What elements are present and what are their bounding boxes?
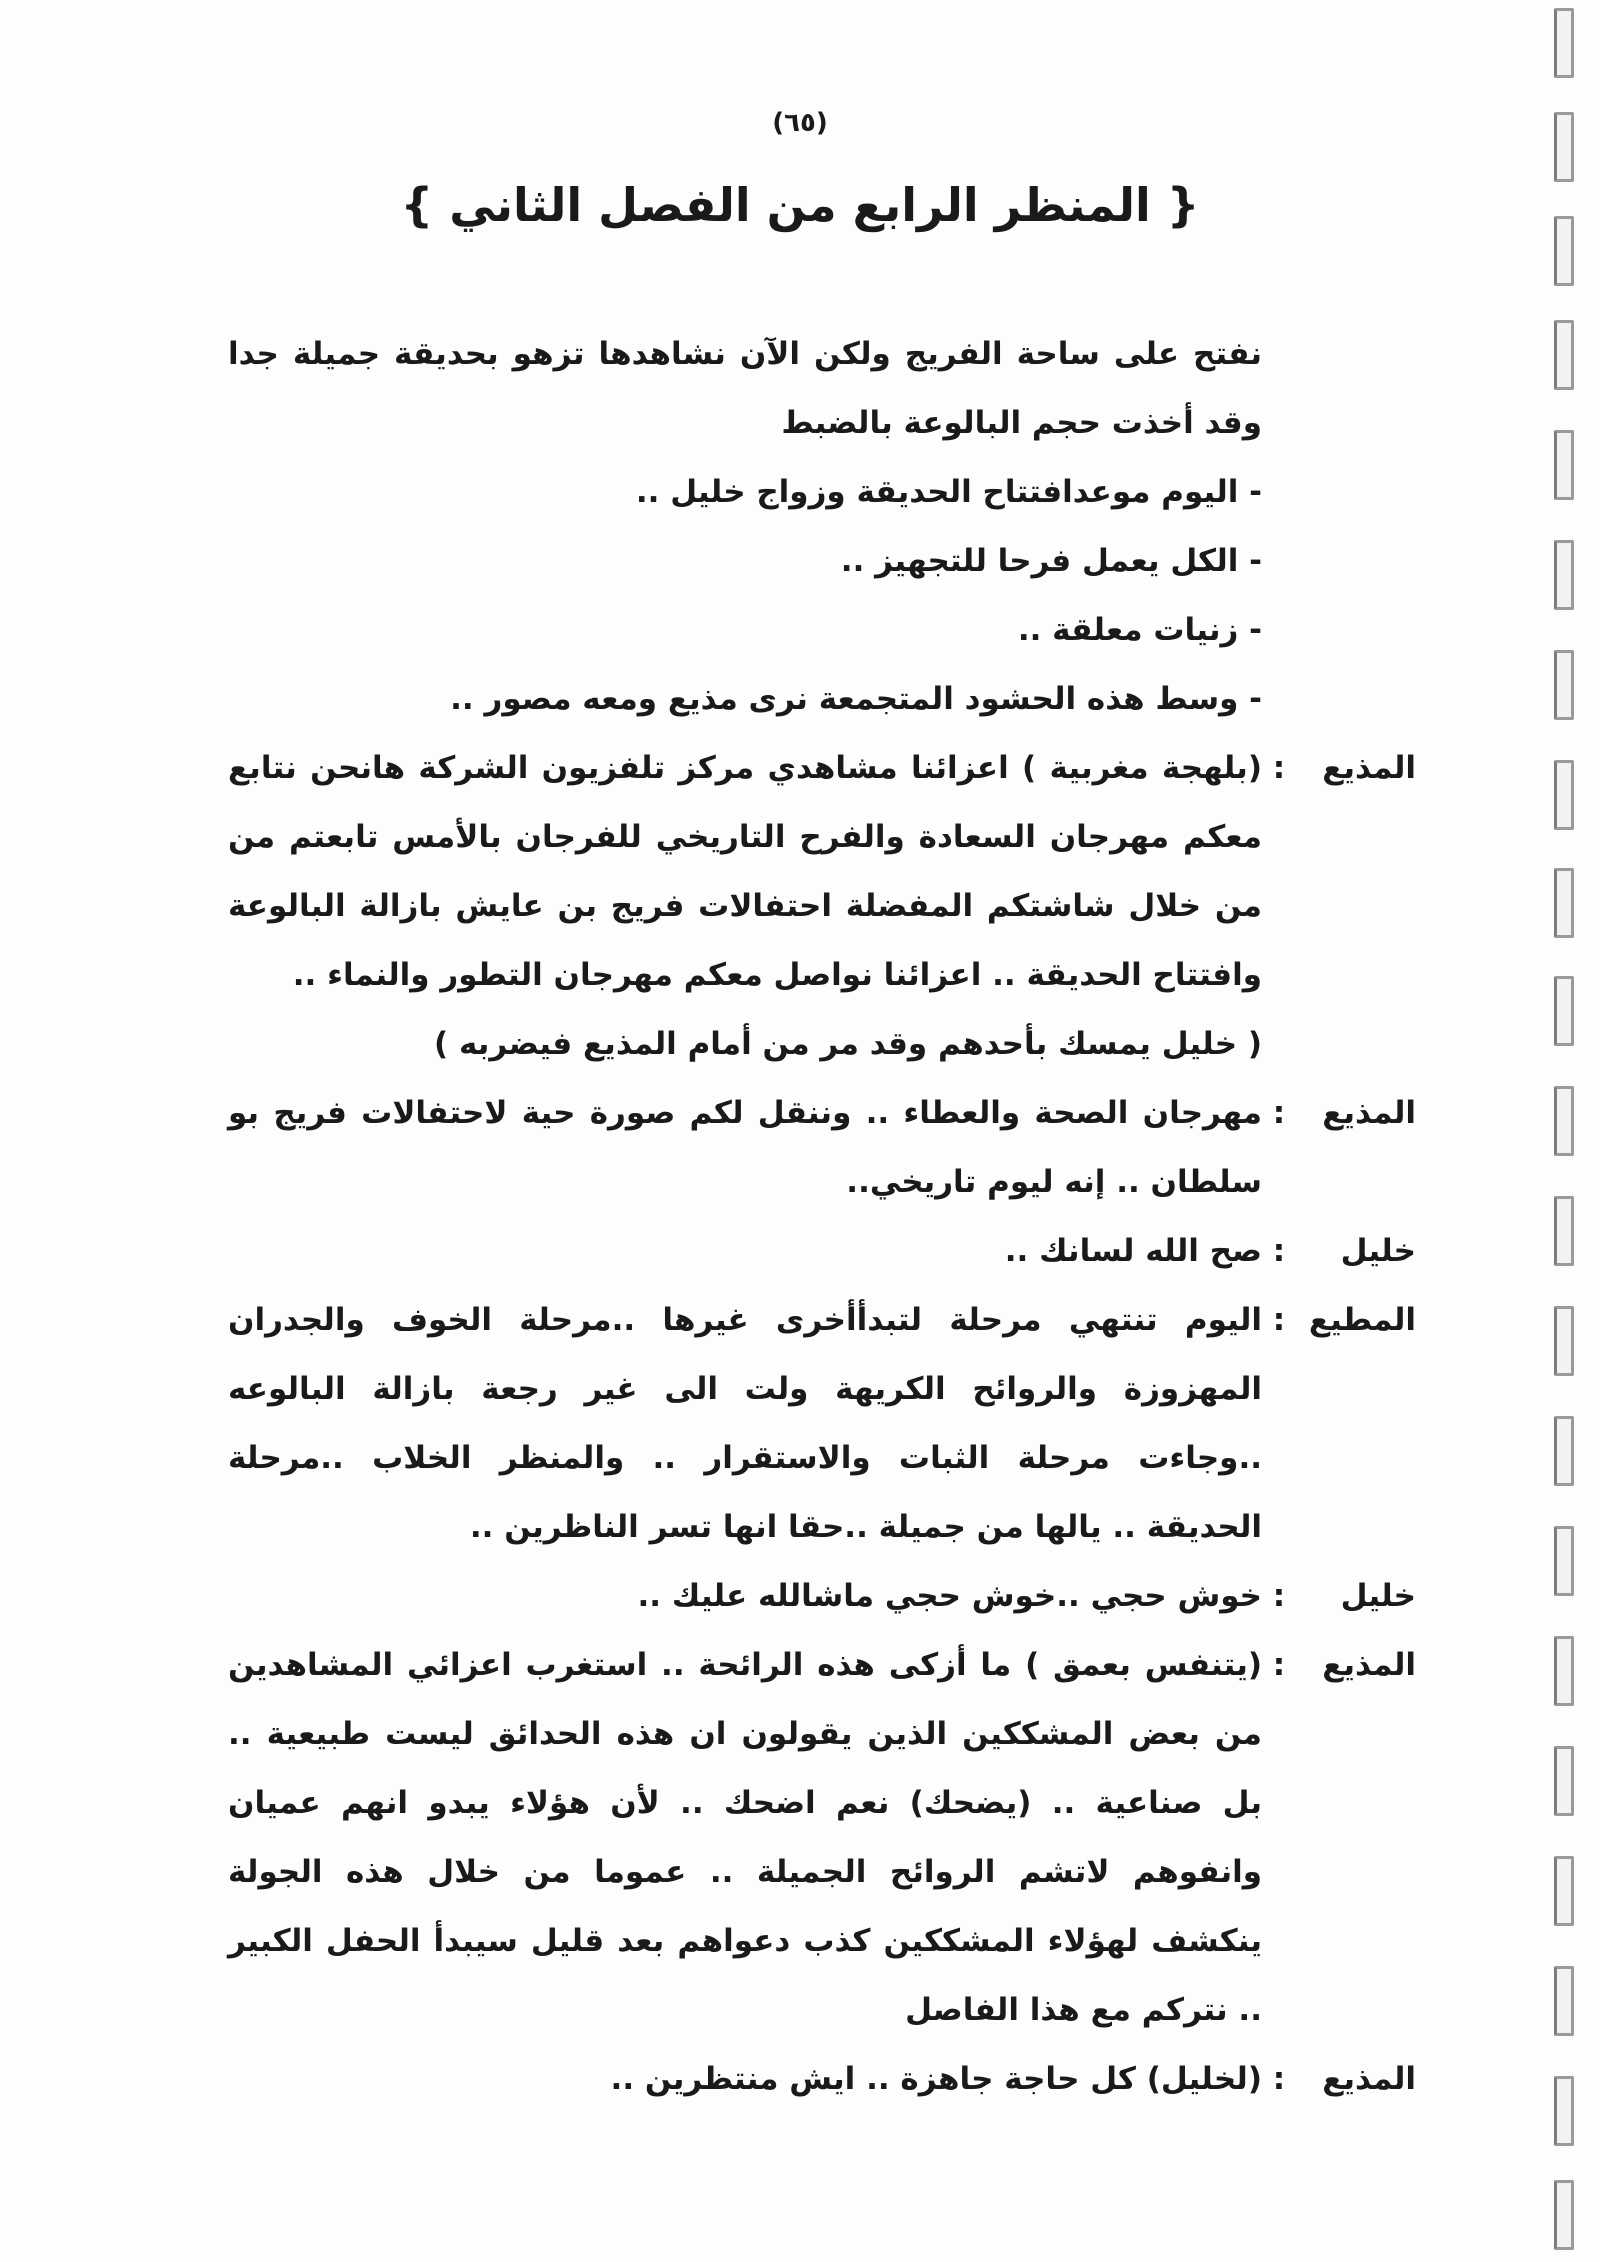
colon-separator: : <box>1272 1578 1286 1614</box>
dialogue-block <box>228 1217 1416 1286</box>
direction-line: - الكل يعمل فرحا للتجهيز .. <box>840 543 1262 579</box>
spiral-binding <box>1530 0 1600 2262</box>
binding-ring <box>1554 1416 1574 1486</box>
binding-ring <box>1554 650 1574 720</box>
dialogue-text: (يتنفس بعمق ) ما أزكى هذه الرائحة .. استغرب اعزائي المشاهدين من بعض المشككين الذين يقولون ان هذه الحدائق ليست طبيعية .. بل صناعية .. (يضحك) نعم اضحك .. لأن هؤلاء يبدو انهم عميان وانفوهم لاتشم الروائح الجميلة .. عموما من خلال هذه الجولة ينكشف لهؤلاء المشككين كذب دعواهم بعد قليل سيبدأ الحفل الكبير .. نتركم مع هذا الفاصل <box>228 1647 1262 2028</box>
page-number: (٦٥) <box>772 108 828 138</box>
binding-ring <box>1554 430 1574 500</box>
stage-direction: ( خليل يمسك بأحدهم وقد مر من أمام المذيع فيضربه ) <box>434 1026 1262 1062</box>
dialogue-text: (لخليل) كل حاجة جاهزة .. ايش منتظرين .. <box>610 2061 1262 2097</box>
dialogue-block <box>228 1079 1416 1217</box>
colon-separator: : <box>1272 1233 1286 1269</box>
script-body <box>228 320 1416 2114</box>
colon-separator: : <box>1272 1647 1286 1683</box>
binding-ring <box>1554 540 1574 610</box>
dialogue-block <box>228 1631 1416 2045</box>
binding-ring <box>1554 868 1574 938</box>
binding-ring <box>1554 320 1574 390</box>
binding-ring <box>1554 1746 1574 1816</box>
speaker-name: المذيع <box>1322 1095 1416 1131</box>
binding-ring <box>1554 1966 1574 2036</box>
speaker-name: المذيع <box>1322 2061 1416 2097</box>
scene-title: { المنظر الرابع من الفصل الثاني } <box>400 178 1200 232</box>
colon-separator: : <box>1272 1095 1286 1131</box>
speaker-name: خليل <box>1340 1578 1416 1614</box>
dialogue-block <box>228 734 1416 1010</box>
colon-separator: : <box>1272 2061 1286 2097</box>
binding-ring <box>1554 1856 1574 1926</box>
dialogue-block <box>228 1562 1416 1631</box>
direction-line: - وسط هذه الحشود المتجمعة نرى مذيع ومعه مصور .. <box>450 681 1262 717</box>
binding-ring <box>1554 1196 1574 1266</box>
dialogue-text: صح الله لسانك .. <box>1004 1233 1262 1269</box>
dialogue-text: مهرجان الصحة والعطاء .. وننقل لكم صورة حية لاحتفالات فريج بو سلطان .. إنه ليوم تاريخي.. <box>228 1095 1262 1200</box>
dialogue-text: (بلهجة مغربية ) اعزائنا مشاهدي مركز تلفزيون الشركة هانحن نتابع معكم مهرجان السعادة والفرح التاريخي للفرجان بالأمس تابعتم من من خلال شاشتكم المفضلة احتفالات فريج بن عايش بازالة البالوعة وافتتاح الحديقة .. اعزائنا نواصل معكم مهرجان التطور والنماء .. <box>228 750 1262 993</box>
binding-ring <box>1554 1636 1574 1706</box>
speaker-name: المذيع <box>1322 1647 1416 1683</box>
dialogue-block <box>228 1286 1416 1562</box>
speaker-name: خليل <box>1340 1233 1416 1269</box>
colon-separator: : <box>1272 1302 1286 1338</box>
direction-line: - زنيات معلقة .. <box>1017 612 1262 648</box>
dialogue-block <box>228 2045 1416 2114</box>
colon-separator: : <box>1272 750 1286 786</box>
dialogue-text: اليوم تنتهي مرحلة لتبدأأخرى غيرها ..مرحلة الخوف والجدران المهزوزة والروائح الكريهة ولت الى غير رجعة بازالة البالوعه ..وجاءت مرحلة الثبات والاستقرار .. والمنظر الخلاب ..مرحلة الحديقة .. يالها من جميلة ..حقا انها تسر الناظرين .. <box>228 1302 1262 1545</box>
binding-ring <box>1554 2076 1574 2146</box>
binding-ring <box>1554 760 1574 830</box>
binding-ring <box>1554 1306 1574 1376</box>
dialogue-text: خوش حجي ..خوش حجي ماشالله عليك .. <box>637 1578 1262 1614</box>
binding-ring <box>1554 1526 1574 1596</box>
speaker-name: المذيع <box>1322 750 1416 786</box>
binding-ring <box>1554 8 1574 78</box>
speaker-name: المطيع <box>1308 1302 1416 1338</box>
intro-paragraph: نفتح على ساحة الفريج ولكن الآن نشاهدها تزهو بحديقة جميلة جدا وقد أخذت حجم البالوعة بالضبط <box>228 336 1262 441</box>
direction-line: - اليوم موعدافتتاح الحديقة وزواج خليل .. <box>635 474 1262 510</box>
binding-ring <box>1554 2180 1574 2250</box>
binding-ring <box>1554 1086 1574 1156</box>
binding-ring <box>1554 976 1574 1046</box>
